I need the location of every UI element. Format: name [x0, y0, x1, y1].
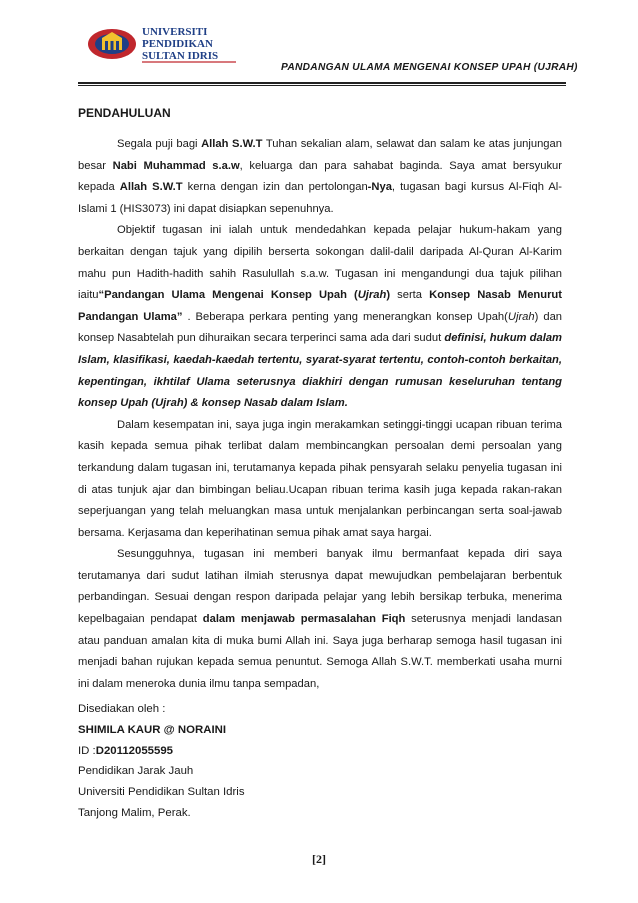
- university-name: Universiti Pendidikan Sultan Idris: [78, 786, 245, 799]
- header-divider-thin: [78, 85, 566, 86]
- page-header: [78, 14, 578, 84]
- signature-block: [78, 699, 245, 824]
- university-logo: [86, 24, 286, 64]
- svg-text:UNIVERSITI: UNIVERSITI: [142, 26, 208, 38]
- paragraph-4: Sesungguhnya, tugasan ini memberi banyak ilmu bermanfaat kepada diri saya terutamanya dari sudut latihan ilmiah sterusnya dapat mewujudkan pembelajaran berbentuk perbandingan. Sesuai dengan respon daripada pelajar yang lebih bersikap terbuka, menerima kepelbagaian pendapat dalam menjawab permasalahan Fiqh seterusnya menjadi landasan atau panduan amalan kita di muka bumi Allah ini. Saya juga berharap semoga hasil tugasan ini menjadi bahan rujukan kepada semua penuntut. Semoga Allah S.W.T. memberkati usaha murni ini dalam meneroka dunia ilmu tanpa sempadan,: [78, 548, 562, 690]
- paragraph-3: Dalam kesempatan ini, saya juga ingin merakamkan setinggi-tinggi ucapan ribuan terima kasih kepada semua pihak terlibat dalam membincangkan persoalan demi persoalan yang terkandung dalam tugasan ini, terutamanya kepada pihak pensyarah selaku penyelia tugasan ini di atas tunjuk ajar dan bimbingan beliau.Ucapan ribuan terima kasih juga kepada rakan-rakan seperjuangan yang telah meluangkan masa untuk menjalankan perbincangan serta soal-jawab bersama. Kerjasama dan keperihatinan semua pihak amat saya hargai.: [78, 418, 562, 539]
- prepared-by-label: Disediakan oleh :: [78, 703, 166, 715]
- header-divider: [78, 82, 566, 84]
- author-name: SHIMILA KAUR @ NORAINI: [78, 723, 227, 736]
- section-heading: PENDAHULUAN: [78, 106, 171, 120]
- paragraph-2: Objektif tugasan ini ialah untuk mendedahkan kepada pelajar hukum-hakam yang berkaitan dengan tajuk yang dipilih berserta sokongan dalil-dalil daripada Al-Quran Al-Karim mahu pun Hadith-hadith sahih Rasulullah s.a.w. Tugasan ini mengandungi dua tajuk pilihan iaitu“Pandangan Ulama Mengenai Konsep Upah (Ujrah) serta Konsep Nasab Menurut Pandangan Ulama” . Beberapa perkara penting yang menerangkan konsep Upah(Ujrah) dan konsep Nasabtelah pun dihuraikan secara terperinci sama ada dari sudut definisi, hukum dalam Islam, klasifikasi, kaedah-kaedah tertentu, syarat-syarat tertentu, contoh-contoh berkaitan, kepentingan, ikhtilaf Ulama seterusnya diakhiri dengan rumusan keseluruhan tentang konsep Upah (Ujrah) & konsep Nasab dalam Islam.: [78, 224, 563, 410]
- svg-text:PENDIDIKAN: PENDIDIKAN: [142, 38, 213, 50]
- location: Tanjong Malim, Perak.: [78, 806, 191, 819]
- paragraph-1: Segala puji bagi Allah S.W.T Tuhan sekalian alam, selawat dan salam ke atas junjungan besar Nabi Muhammad s.a.w, keluarga dan para sahabat baginda. Saya amat bersyukur kepada Allah S.W.T kerna dengan izin dan pertolongan-Nya, tugasan bagi kursus Al-Fiqh Al-Islami 1 (HIS3073) ini dapat disiapkan sepenuhnya.: [78, 138, 563, 215]
- student-id: ID :D20112055595: [78, 744, 174, 757]
- svg-text:SULTAN IDRIS: SULTAN IDRIS: [142, 50, 219, 62]
- header-title: PANDANGAN ULAMA MENGENAI KONSEP UPAH (UJRAH): [281, 62, 578, 73]
- page-number: [2]: [312, 852, 326, 866]
- program-name: Pendidikan Jarak Jauh: [78, 765, 194, 778]
- body-text: [78, 134, 562, 695]
